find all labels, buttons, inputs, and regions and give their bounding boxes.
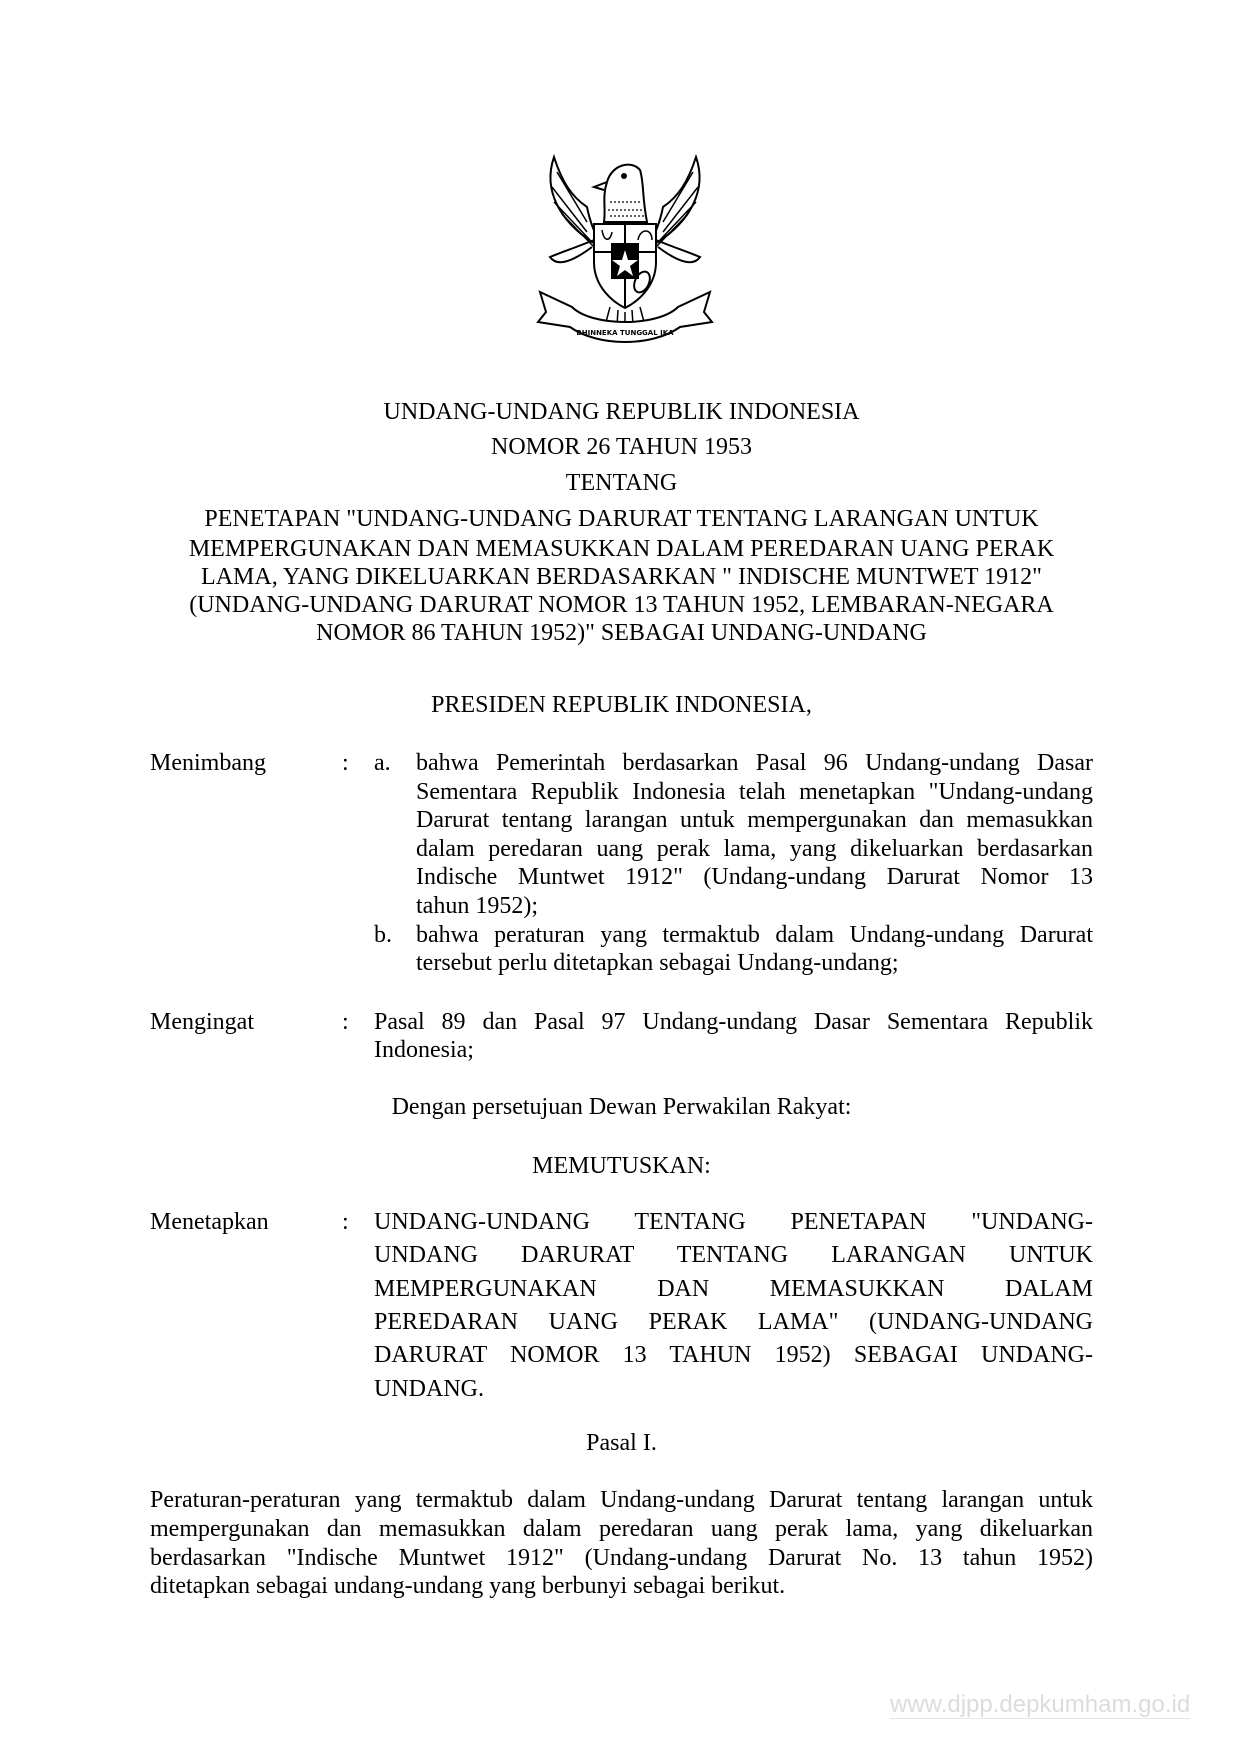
menetapkan-line: PEREDARAN UANG PERAK LAMA" (UNDANG-UNDANG [374,1309,1093,1335]
president-heading: PRESIDEN REPUBLIK INDONESIA, [431,692,812,718]
menimbang-marker-b: b. [374,922,392,948]
mengingat-line: Pasal 89 dan Pasal 97 Undang-undang Dasar Sementara Republik [374,1009,1093,1035]
persetujuan-text: Dengan persetujuan Dewan Perwakilan Rakyat: [391,1094,852,1120]
pasal-line: ditetapkan sebagai undang-undang yang berbunyi sebagai berikut. [150,1573,786,1599]
menimbang-a-line: Indische Muntwet 1912" (Undang-undang Darurat Nomor 13 [416,864,1093,890]
pasal-line: berdasarkan "Indische Muntwet 1912" (Undang-undang Darurat No. 13 tahun 1952) [150,1545,1093,1571]
menimbang-a-line: dalam peredaran uang perak lama, yang dikeluarkan berdasarkan [416,836,1093,862]
menetapkan-line: MEMPERGUNAKAN DAN MEMASUKKAN DALAM [374,1276,1093,1302]
doc-title: UNDANG-UNDANG REPUBLIK INDONESIA [383,399,860,425]
menimbang-colon: : [342,750,349,776]
menimbang-a-line: tahun 1952); [416,893,538,919]
doc-number: NOMOR 26 TAHUN 1953 [491,434,752,460]
menetapkan-label: Menetapkan [150,1209,269,1235]
menimbang-a-line: bahwa Pemerintah berdasarkan Pasal 96 Undang-undang Dasar [416,750,1093,776]
doc-subject-line: NOMOR 86 TAHUN 1952)" SEBAGAI UNDANG-UNDANG [316,620,927,646]
mengingat-colon: : [342,1009,349,1035]
menetapkan-line: UNDANG DARURAT TENTANG LARANGAN UNTUK [374,1242,1093,1268]
watermark-link[interactable]: www.djpp.depkumham.go.id [890,1691,1191,1718]
menetapkan-line: DARURAT NOMOR 13 TAHUN 1952) SEBAGAI UNDANG- [374,1342,1093,1368]
doc-tentang: TENTANG [565,470,678,496]
pasal-title: Pasal I. [586,1430,657,1456]
menimbang-b-line: bahwa peraturan yang termaktub dalam Undang-undang Darurat [416,922,1093,948]
memutuskan-heading: MEMUTUSKAN: [532,1153,711,1179]
garuda-emblem-icon [532,152,718,360]
doc-subject-line: (UNDANG-UNDANG DARURAT NOMOR 13 TAHUN 1952, LEMBARAN-NEGARA [189,592,1054,618]
menimbang-a-line: Sementara Republik Indonesia telah menetapkan "Undang-undang [416,779,1093,805]
menetapkan-line: UNDANG-UNDANG TENTANG PENETAPAN "UNDANG- [374,1209,1093,1235]
menetapkan-line: UNDANG. [374,1376,484,1402]
menetapkan-colon: : [342,1209,349,1235]
mengingat-label: Mengingat [150,1009,254,1035]
pasal-line: mempergunakan dan memasukkan dalam peredaran uang perak lama, yang dikeluarkan [150,1516,1093,1542]
menimbang-marker-a: a. [374,750,391,776]
menimbang-a-line: Darurat tentang larangan untuk mempergunakan dan memasukkan [416,807,1093,833]
doc-subject-line: LAMA, YANG DIKELUARKAN BERDASARKAN " INDISCHE MUNTWET 1912" [201,564,1042,590]
emblem-motto: BHINNEKA TUNGGAL IKA [576,329,674,337]
menimbang-b-line: tersebut perlu ditetapkan sebagai Undang-undang; [416,950,899,976]
pasal-line: Peraturan-peraturan yang termaktub dalam Undang-undang Darurat tentang larangan untuk [150,1487,1093,1513]
mengingat-line: Indonesia; [374,1037,474,1063]
menimbang-label: Menimbang [150,750,266,776]
doc-subject-line: PENETAPAN "UNDANG-UNDANG DARURAT TENTANG LARANGAN UNTUK [204,506,1039,532]
doc-subject-line: MEMPERGUNAKAN DAN MEMASUKKAN DALAM PEREDARAN UANG PERAK [188,536,1055,562]
